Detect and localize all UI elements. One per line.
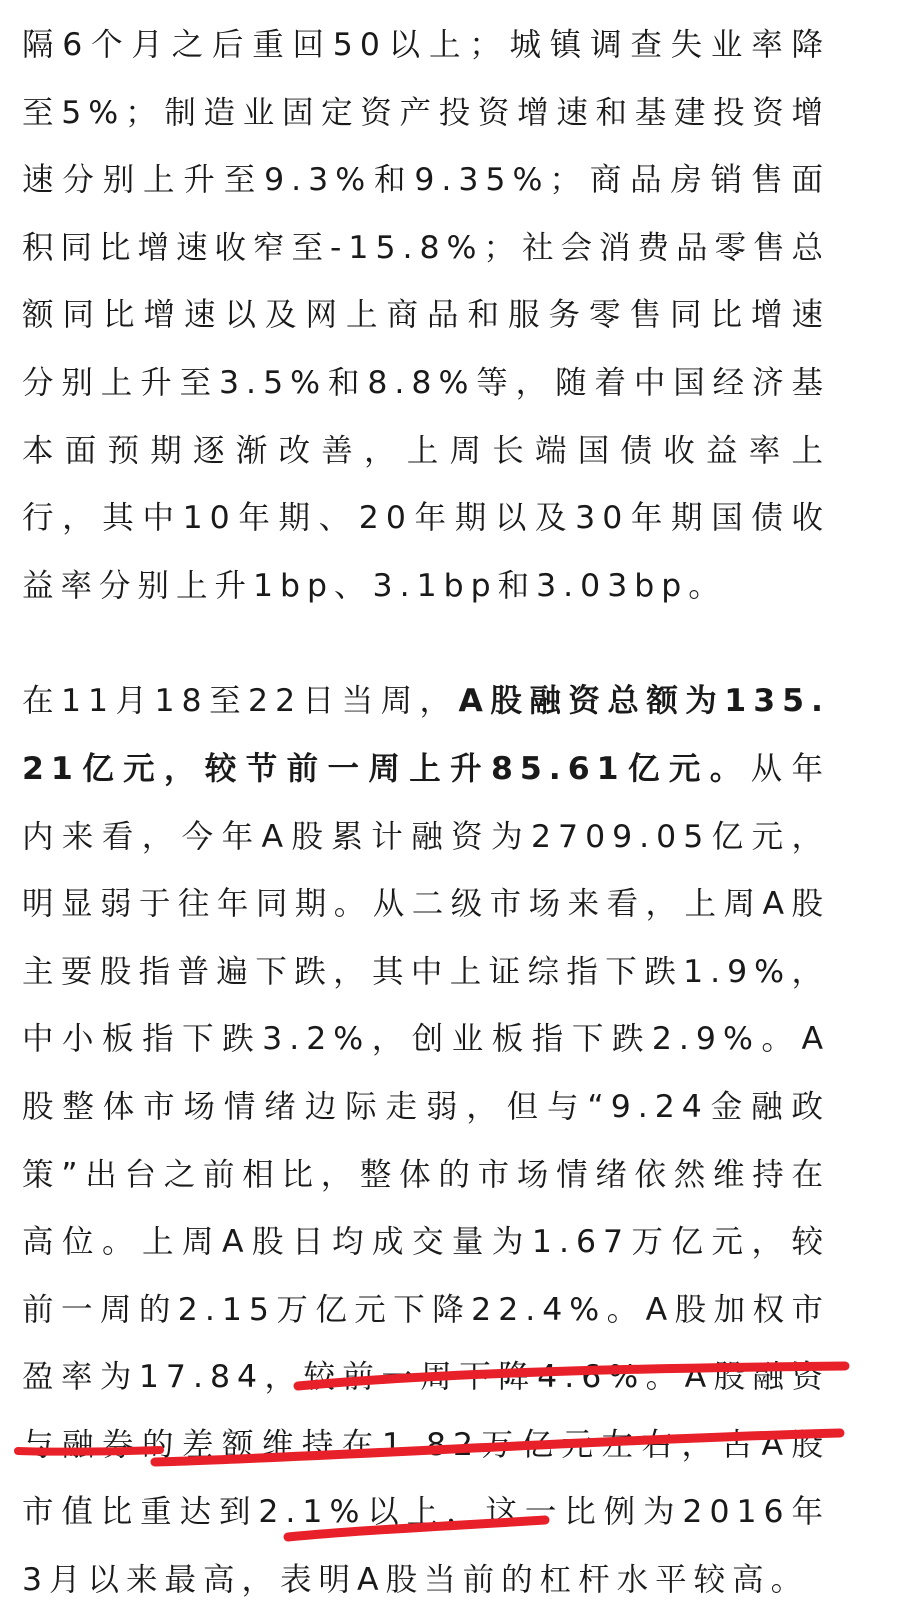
paragraph-a-share-market — [22, 668, 830, 1614]
paragraph-economic-data: 隔6个月之后重回50以上；城镇调查失业率降至5%；制造业固定资产投资增速和基建投资增速分别上升至9.3%和9.35%；商品房销售面积同比增速收窄至-15.8%；社会消费品零售总额同比增速以及网上商品和服务零售同比增速分别上升至3.5%和8.8%等，随着中国经济基本面预期逐渐改善，上周长端国债收益率上行，其中10年期、20年期以及30年期国债收益率分别上升1bp、3.1bp和3.03bp。 — [22, 27, 830, 604]
bold-financing-statement: A股融资总额为135.21亿元，较节前一周上升85.61亿元。 — [22, 683, 830, 787]
paragraph-intro-text: 在11月18至22日当周， — [22, 683, 459, 720]
article-body — [22, 0, 830, 1615]
paragraph-body-text: 从年内来看，今年A股累计融资为2709.05亿元，明显弱于往年同期。从二级市场来看，上周A股主要股指普遍下跌，其中上证综指下跌1.9%，中小板指下跌3.2%，创业板指下跌2.9%。A股整体市场情绪边际走弱，但与“9.24金融政策”出台之前相比，整体的市场情绪依然维持在高位。上周A股日均成交量为1.67万亿元，较前一周的2.15万亿元下降22.4%。A股加权市盈率为17.84，较前一周下降4.6%。A股融资与融券的差额维持在1.82万亿元左右，占A股市值比重达到2.1%以上，这一比例为2016年3月以来最高，表明A股当前的杠杆水平较高。 — [22, 750, 830, 1599]
